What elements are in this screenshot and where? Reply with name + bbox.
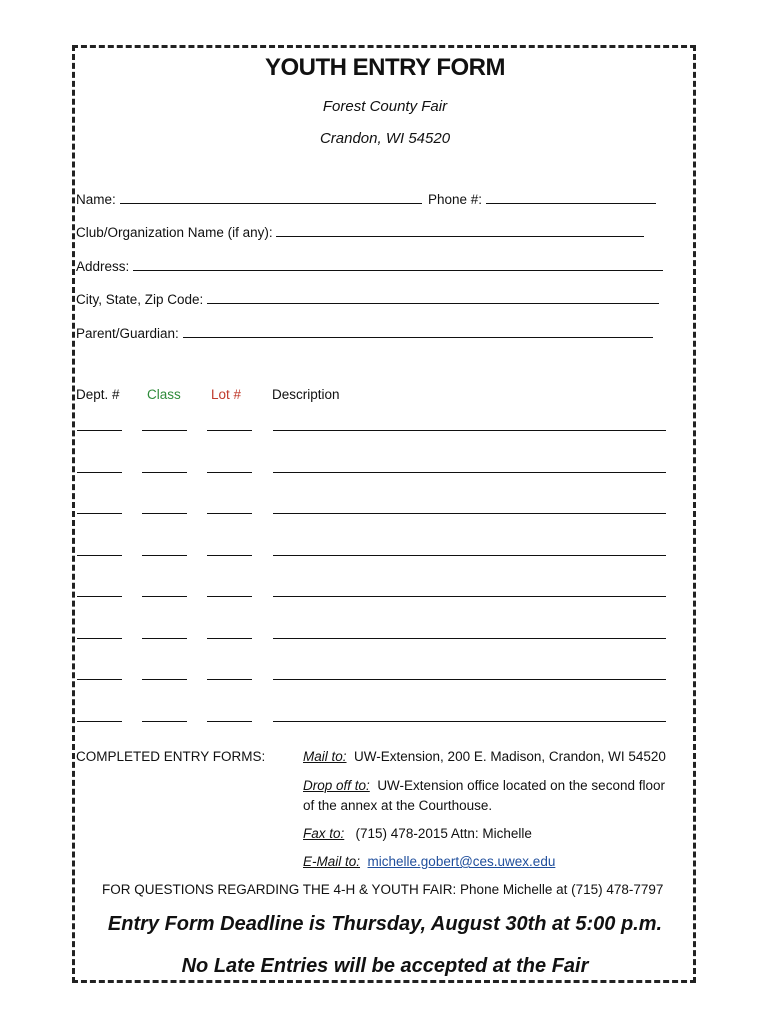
parent-field	[76, 326, 653, 341]
lot-entry-line[interactable]	[207, 430, 252, 431]
address-line[interactable]	[133, 259, 663, 271]
fair-name: Forest County Fair	[322, 98, 448, 115]
address-label: Address:	[76, 259, 130, 274]
phone-line[interactable]	[486, 192, 656, 204]
lot-entry-line[interactable]	[207, 679, 252, 680]
email-link[interactable]: michelle.gobert@ces.uwex.edu	[367, 854, 556, 869]
form-title: YOUTH ENTRY FORM	[264, 54, 505, 81]
phone-label: Phone #:	[428, 192, 483, 207]
drop-off-label: Drop off to:	[303, 778, 370, 793]
description-entry-line[interactable]	[273, 721, 666, 722]
dept-header: Dept. #	[76, 387, 120, 402]
lot-entry-line[interactable]	[207, 638, 252, 639]
fax-label: Fax to:	[303, 826, 345, 841]
phone-field	[428, 192, 656, 207]
description-entry-line[interactable]	[273, 472, 666, 473]
email-row	[303, 854, 555, 869]
lot-entry-line[interactable]	[207, 596, 252, 597]
description-entry-line[interactable]	[273, 596, 666, 597]
class-entry-line[interactable]	[142, 472, 187, 473]
lot-header: Lot #	[211, 387, 242, 402]
class-entry-line[interactable]	[142, 638, 187, 639]
description-entry-line[interactable]	[273, 555, 666, 556]
completed-label: COMPLETED ENTRY FORMS:	[76, 749, 266, 764]
description-header: Description	[272, 387, 340, 402]
parent-label: Parent/Guardian:	[76, 326, 179, 341]
late-entries-text: No Late Entries will be accepted at the Fair	[181, 955, 589, 977]
dept-entry-line[interactable]	[77, 513, 122, 514]
club-field	[76, 225, 644, 240]
name-label: Name:	[76, 192, 116, 207]
dept-entry-line[interactable]	[77, 596, 122, 597]
name-field	[76, 192, 422, 207]
drop-off-text-cont: of the annex at the Courthouse.	[303, 798, 493, 813]
class-entry-line[interactable]	[142, 596, 187, 597]
dept-entry-line[interactable]	[77, 638, 122, 639]
description-entry-line[interactable]	[273, 513, 666, 514]
club-label: Club/Organization Name (if any):	[76, 225, 273, 240]
drop-off-text: UW-Extension office located on the second floor	[377, 778, 665, 793]
class-entry-line[interactable]	[142, 721, 187, 722]
class-entry-line[interactable]	[142, 430, 187, 431]
lot-entry-line[interactable]	[207, 472, 252, 473]
fair-location: Crandon, WI 54520	[319, 130, 451, 147]
address-field	[76, 259, 663, 274]
fax-row	[303, 826, 532, 841]
fax-number: (715) 478-2015 Attn: Michelle	[355, 826, 532, 841]
mail-to-row	[303, 749, 666, 764]
class-entry-line[interactable]	[142, 555, 187, 556]
deadline-text: Entry Form Deadline is Thursday, August 30th at 5:00 p.m.	[107, 913, 663, 935]
description-entry-line[interactable]	[273, 638, 666, 639]
lot-entry-line[interactable]	[207, 721, 252, 722]
dept-entry-line[interactable]	[77, 555, 122, 556]
mail-to-address: UW-Extension, 200 E. Madison, Crandon, WI 54520	[354, 749, 666, 764]
parent-line[interactable]	[183, 326, 653, 338]
class-entry-line[interactable]	[142, 513, 187, 514]
description-entry-line[interactable]	[273, 679, 666, 680]
club-line[interactable]	[276, 225, 644, 237]
drop-off-row	[303, 778, 665, 793]
city-line[interactable]	[207, 292, 659, 304]
lot-entry-line[interactable]	[207, 555, 252, 556]
name-line[interactable]	[120, 192, 422, 204]
city-field	[76, 292, 659, 307]
form-border	[72, 45, 696, 983]
description-entry-line[interactable]	[273, 430, 666, 431]
class-header: Class	[147, 387, 181, 402]
dept-entry-line[interactable]	[77, 472, 122, 473]
dept-entry-line[interactable]	[77, 721, 122, 722]
dept-entry-line[interactable]	[77, 430, 122, 431]
lot-entry-line[interactable]	[207, 513, 252, 514]
dept-entry-line[interactable]	[77, 679, 122, 680]
mail-to-label: Mail to:	[303, 749, 347, 764]
questions-text: FOR QUESTIONS REGARDING THE 4-H & YOUTH FAIR: Phone Michelle at (715) 478-7797	[102, 882, 664, 897]
class-entry-line[interactable]	[142, 679, 187, 680]
email-label: E-Mail to:	[303, 854, 361, 869]
city-label: City, State, Zip Code:	[76, 292, 204, 307]
